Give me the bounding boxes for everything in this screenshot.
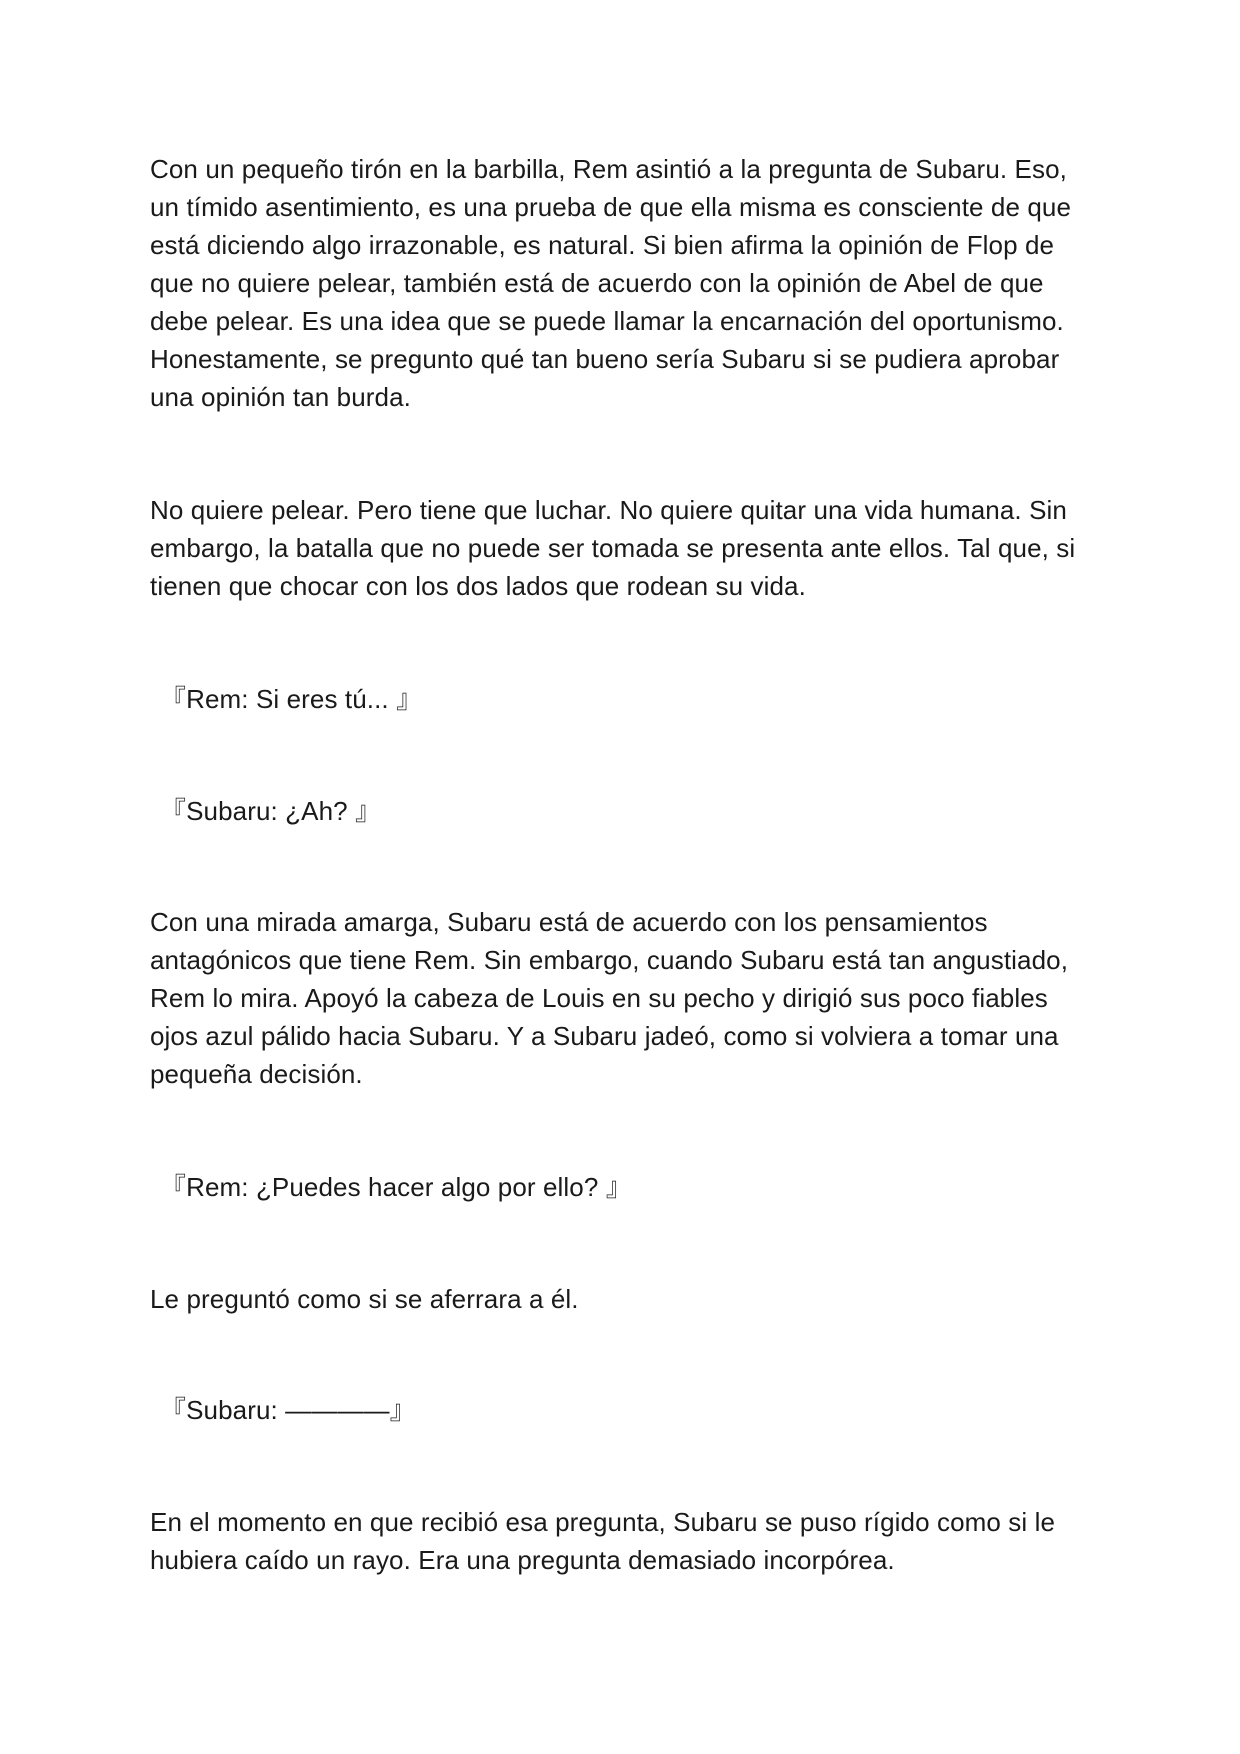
dialogue-line-subaru-1: 『Subaru: ¿Ah? 』: [160, 796, 382, 826]
dialogue-line-rem-2: 『Rem: ¿Puedes hacer algo por ello? 』: [160, 1172, 632, 1202]
dialogue-line-rem-1: 『Rem: Si eres tú... 』: [160, 684, 423, 714]
paragraph-narration-2: No quiere pelear. Pero tiene que luchar. No quiere quitar una vida humana. Sin embargo, la batalla que no puede ser tomada se presenta ante ellos. Tal que, si tienen que chocar con los dos lados que rodean su vida.: [150, 495, 1076, 601]
paragraph-narration-5: En el momento en que recibió esa pregunta, Subaru se puso rígido como si le hubiera caído un rayo. Era una pregunta demasiado incorpórea.: [150, 1507, 1056, 1575]
paragraph-narration-4: Le preguntó como si se aferrara a él.: [150, 1284, 579, 1314]
paragraph-narration-3: Con una mirada amarga, Subaru está de acuerdo con los pensamientos antagónicos que tiene Rem. Sin embargo, cuando Subaru está tan angustiado, Rem lo mira. Apoyó la cabeza de Louis en su pecho y dirigió sus poco fiables ojos azul pálido hacia Subaru. Y a Subaru jadeó, como si volviera a tomar una pequeña decisión.: [150, 907, 1069, 1089]
paragraph-narration-1: Con un pequeño tirón en la barbilla, Rem asintió a la pregunta de Subaru. Eso, un tímido asentimiento, es una prueba de que ella misma es consciente de que está diciendo algo irrazonable, es natural. Si bien afirma la opinión de Flop de que no quiere pelear, también está de acuerdo con la opinión de Abel de que debe pelear. Es una idea que se puede llamar la encarnación del oportunismo. Honestamente, se pregunto qué tan bueno sería Subaru si se pudiera aprobar una opinión tan burda.: [150, 154, 1072, 412]
dialogue-line-subaru-2: 『Subaru: ————』: [160, 1395, 416, 1425]
